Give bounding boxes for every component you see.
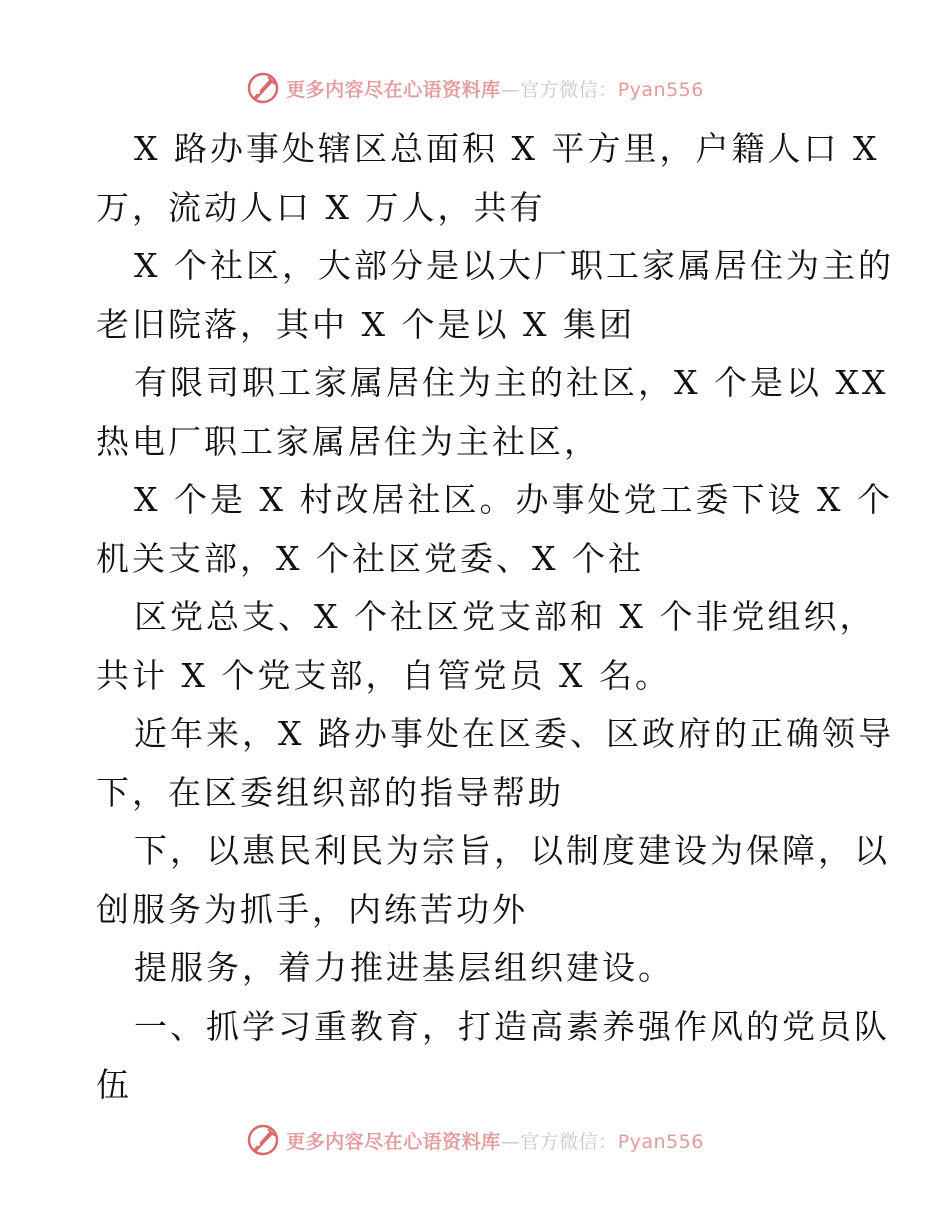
watermark-text <box>286 1127 704 1154</box>
paragraph-line: 机关支部，X 个社区党委、X 个社 <box>96 538 644 578</box>
paragraph-line: 提服务，着力推进基层组织建设。 <box>134 948 674 987</box>
watermark-wechat-id: Pyan556 <box>617 1130 704 1153</box>
watermark-dash: — <box>500 78 521 101</box>
header-watermark <box>0 68 950 108</box>
watermark-wechat-label: 官方微信： <box>520 78 618 101</box>
paragraph-line: 区党总支、X 个社区党支部和 X 个非党组织， <box>134 597 876 636</box>
paragraph-line: 共计 X 个党支部，自管党员 X 名。 <box>96 655 671 695</box>
paragraph-line: 热电厂职工家属居住为主社区， <box>96 421 600 461</box>
paragraph-line: 万，流动人口 X 万人，共有 <box>96 187 546 227</box>
paragraph-line: 有限司职工家属居住为主的社区，X 个是以 XX <box>134 363 889 402</box>
section-heading-line: 伍 <box>96 1065 132 1104</box>
paragraph-line: 下，以惠民利民为宗旨，以制度建设为保障，以 <box>134 831 890 870</box>
paragraph-line: 老旧院落，其中 X 个是以 X 集团 <box>96 304 635 344</box>
watermark-text <box>286 75 704 102</box>
quill-logo-icon <box>246 1123 280 1157</box>
watermark-brand: 更多内容尽在心语资料库 <box>286 1130 501 1153</box>
paragraph-line: X 路办事处辖区总面积 X 平方里，户籍人口 X <box>134 129 880 168</box>
watermark-brand: 更多内容尽在心语资料库 <box>286 78 501 101</box>
paragraph-line: 创服务为抓手，内练苦功外 <box>96 889 528 929</box>
watermark-wechat-label: 官方微信： <box>520 1130 618 1153</box>
header-watermark-inner <box>246 71 704 105</box>
document-body <box>96 120 894 1115</box>
paragraph-line: 下，在区委组织部的指导帮助 <box>96 772 564 812</box>
paragraph-line: X 个是 X 村改居社区。办事处党工委下设 X 个 <box>134 480 893 519</box>
watermark-wechat-id: Pyan556 <box>617 78 704 101</box>
paragraph-line: X 个社区，大部分是以大厂职工家属居住为主的 <box>134 246 894 285</box>
section-heading-line: 一、抓学习重教育，打造高素养强作风的党员队 <box>134 1006 890 1046</box>
watermark-dash: — <box>500 1130 521 1153</box>
footer-watermark-inner <box>246 1123 704 1157</box>
footer-watermark <box>0 1120 950 1160</box>
quill-logo-icon <box>246 71 280 105</box>
paragraph-line: 近年来，X 路办事处在区委、区政府的正确领导 <box>134 714 894 753</box>
